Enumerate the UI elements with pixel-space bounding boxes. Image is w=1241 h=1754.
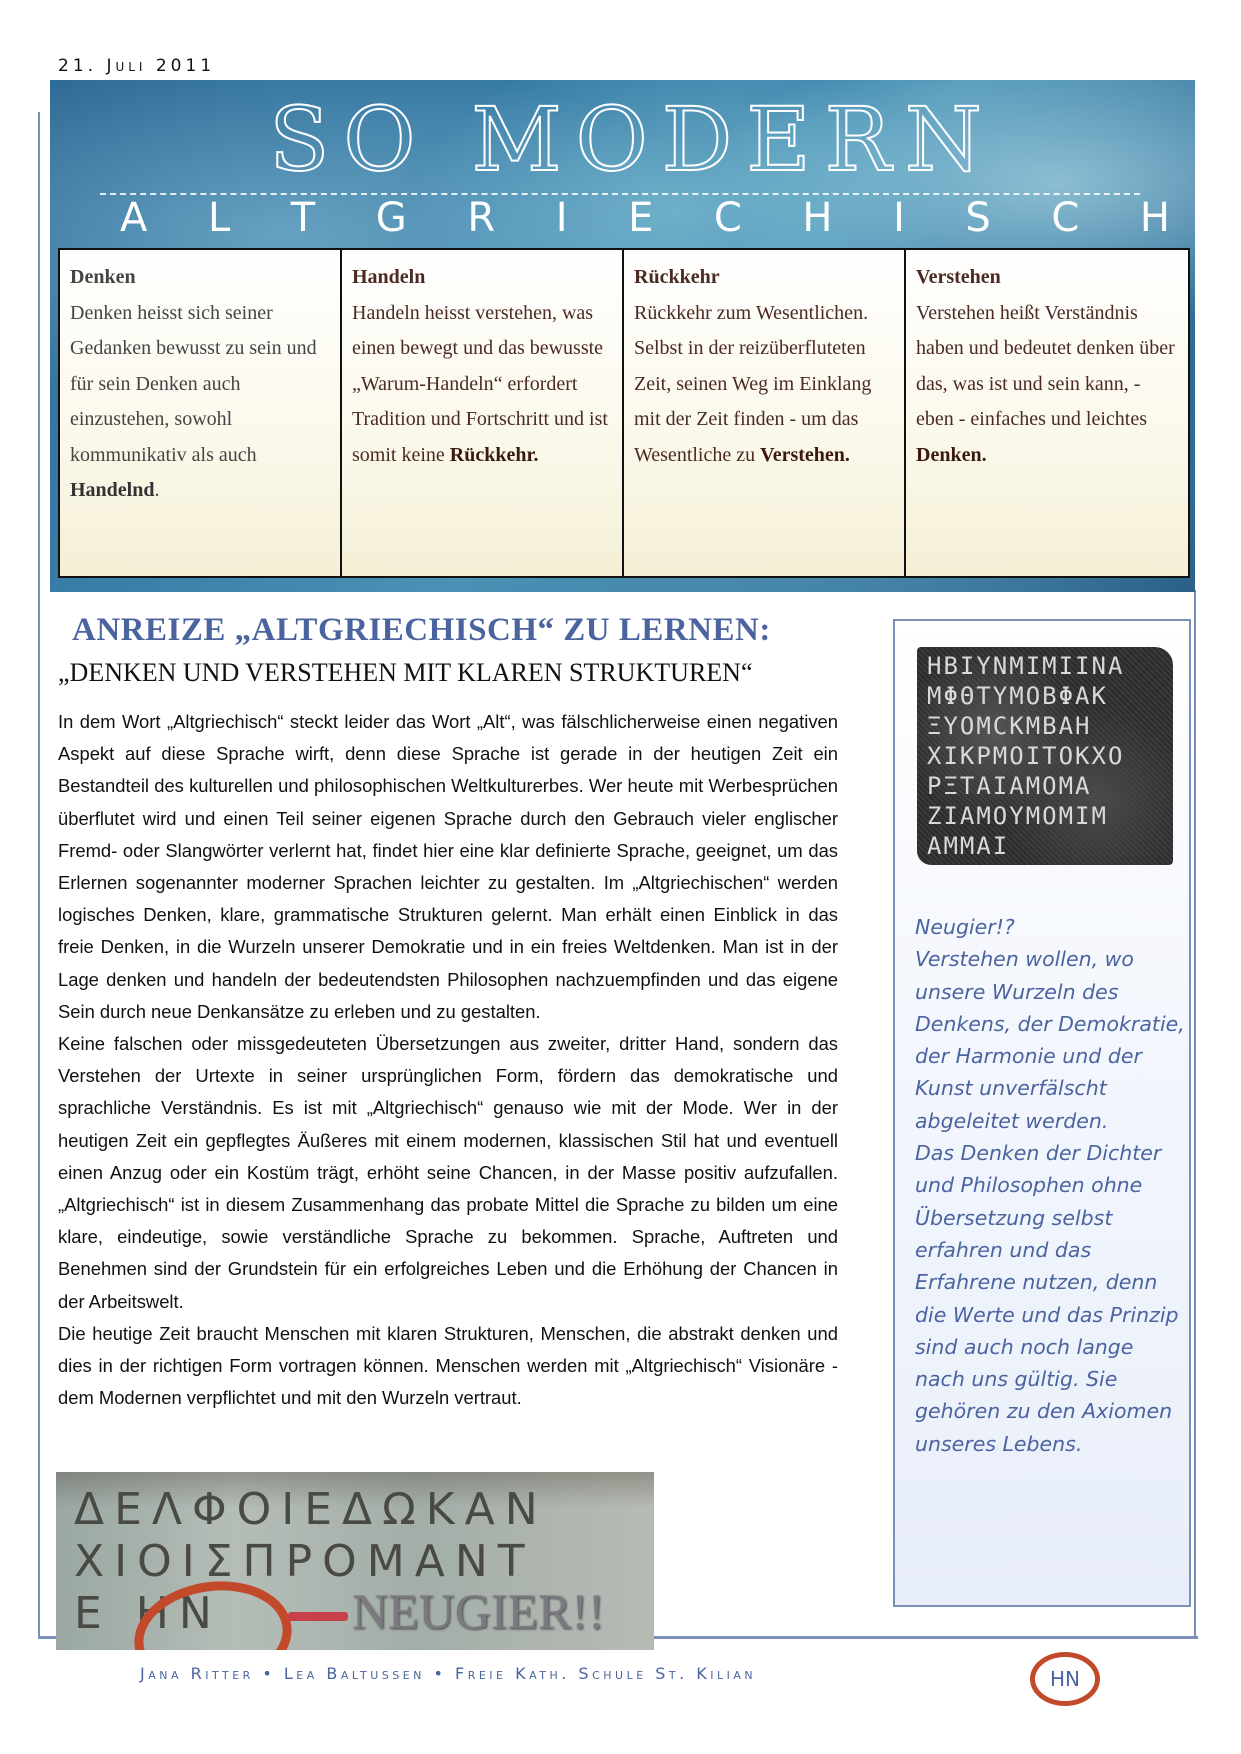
inscription-text: ΔΕΛΦΟΙΕΔΩΚΑΝ ΧΙΟΙΣΠΡΟΜΑΝΤ Ε ΗΝ [74, 1484, 548, 1639]
subtitle-letter: H [1139, 195, 1170, 241]
hn-logo [1030, 1652, 1100, 1706]
subtitle-letter: I [893, 195, 905, 241]
cell-bold-end: Handelnd [70, 479, 155, 501]
sidebar-title: Neugier!? [915, 915, 1015, 939]
sidebar-paragraph: Das Denken der Dichter und Philosophen ohne Übersetzung selbst erfahren und das Erfahrene nutzen, denn die Werte und das Prinzip sind auch noch lange nach uns gültig. Sie gehören zu den Axiomen unseres Lebens. [915, 1141, 1179, 1456]
sidebar-paragraph: Verstehen wollen, wo unsere Wurzeln des Denkens, der Demokratie, der Harmonie und der Kunst unverfälscht abgeleitet werden. [915, 947, 1185, 1133]
concepts-table [58, 248, 1190, 578]
cell-text: Handeln heisst verstehen, was einen bewegt und das bewusste „Warum-Handeln“ erfordert Tradition und Fortschritt und ist somit keine [352, 301, 608, 466]
sidebar-text [915, 911, 1185, 1460]
cell-text: Rückkehr zum Wesentlichen. Selbst in der reizüberfluteten Zeit, seinen Weg im Einklang mit der Zeit finden - um das Wesentliche zu [634, 301, 872, 466]
table-cell-handeln [342, 250, 624, 576]
neugier-callout: NEUGIER!! [352, 1583, 605, 1639]
cell-text: Denken heisst sich seiner Gedanken bewusst zu sein und für sein Denken auch einzustehen, sowohl kommunikativ als auch [70, 301, 317, 466]
cell-tail: . [154, 479, 160, 501]
subtitle-letter: L [207, 195, 231, 241]
article-paragraph: Die heutige Zeit braucht Menschen mit klaren Strukturen, Menschen, die abstrakt denken und dies in der richtigen Form vortragen können. Menschen werden mit „Altgriechisch“ Visionäre - dem Modernen verpflichtet und mit den Wurzeln vertraut. [58, 1322, 838, 1409]
article-subheading: „DENKEN UND VERSTEHEN MIT KLAREN STRUKTUREN“ [58, 658, 753, 687]
subtitle-letter: T [290, 195, 316, 241]
masthead-subtitle [120, 195, 1170, 241]
subtitle-letter: C [1051, 195, 1080, 241]
subtitle-letter: I [555, 195, 568, 241]
page-frame-right [1194, 590, 1196, 1637]
issue-date: 21. Juli 2011 [58, 56, 216, 76]
subtitle-letter: R [467, 195, 496, 241]
cell-heading: Rückkehr [634, 266, 720, 288]
sidebar-box [893, 619, 1191, 1607]
article-paragraph: Keine falschen oder missgedeuteten Übersetzungen aus zweiter, dritter Hand, sondern das Verstehen der Urtexte in seiner ursprünglichen Form, fördern das demokratische und sprachliche Verständnis. Es ist mit „Altgriechisch“ genauso wie mit der Mode. Wer in der heutigen Zeit ein gepflegtes Äußeres mit einem modernen, klassischen Stil hat und eventuell einen Anzug oder ein Kostüm trägt, erhöht seine Chancen, in der Masse positiv aufzufallen. „Altgriechisch“ ist in diesem Zusammenhang das probate Mittel die Sprache zu bilden um eine klare, eindeutige, sowie verständliche Sprache zu bekommen. Sprache, Auftreten und Benehmen sind der Grundstein für ein erfolgreiches Leben und die Erhöhung der Chancen in der Arbeitswelt. [58, 1033, 838, 1312]
header-banner [50, 80, 1195, 592]
subtitle-letter: E [628, 195, 654, 241]
table-cell-verstehen [906, 250, 1188, 576]
subtitle-letter: S [965, 195, 991, 241]
subtitle-letter: A [120, 195, 148, 241]
article-paragraph: In dem Wort „Altgriechisch“ steckt leider das Wort „Alt“, was fälschlicherweise einen negativen Aspekt auf diese Sprache wirft, denn diese Sprache ist gerade in der heutigen Zeit ein Bestandteil des kulturellen und philosophischen Weltkulturerbes. Wer heute mit Werbesprüchen überflutet wird und einen Teil seiner eigenen Sprache durch den Gebrauch vieler englischer Fremd- oder Slangwörter verlernt hat, findet hier eine klar definierte Sprache, geeignet, um das Erlernen sogenannter moderner Sprachen leichter zu gestalten. Im „Altgriechischen“ werden logisches Denken, klare, grammatische Strukturen gelernt. Man erhält einen Einblick in das freie Denken, in die Wurzeln unserer Demokratie und in ein freies Weltdenken. Man ist in der Lage denken und handeln der bedeutendsten Philosophen nachzuempfinden und das eigene Sein durch neue Denkansätze zu erleben und zu gestalten. [58, 711, 838, 1022]
table-cell-denken [60, 250, 342, 576]
cell-heading: Handeln [352, 266, 426, 288]
stone-inscription-image [917, 647, 1173, 865]
delphi-inscription-image [56, 1472, 654, 1650]
stone-inscription-text: ΗΒΙΥΝΜΙΜΙΙΝΑ ΜΦΘΤΥΜΟΒΦΑΚ ΞΥΟΜϹΚΜΒΑΗ ΧΙΚΡΜΟΙΤΟΚΧΟ ΡΞΤΑΙΑΜΟΜΑ ΖΙΑΜΟΥΜΟΜΙΜ ΑΜΜΑΙ [927, 652, 1125, 860]
subtitle-letter: G [375, 195, 407, 241]
article-heading: ANREIZE „ALTGRIECHISCH“ ZU LERNEN: [72, 612, 771, 648]
highlight-connector [288, 1612, 348, 1621]
masthead-title: SO MODERN [269, 88, 996, 191]
subtitle-letter: C [713, 195, 742, 241]
article-body [58, 706, 838, 1414]
table-cell-rueckkehr [624, 250, 906, 576]
logo-text: HN [1050, 1667, 1080, 1691]
cell-heading: Denken [70, 266, 136, 288]
subtitle-letter: H [802, 195, 833, 241]
cell-bold-end: Rückkehr. [449, 443, 539, 466]
cell-bold-end: Denken. [916, 443, 987, 466]
cell-text: Verstehen heißt Verständnis haben und bedeutet denken über das, was ist und sein kann, - eben - einfaches und leichtes [916, 301, 1175, 430]
cell-heading: Verstehen [916, 266, 1001, 288]
footer-credits: Jana Ritter • Lea Baltussen • Freie Kath. Schule St. Kilian [140, 1664, 757, 1683]
cell-bold-end: Verstehen. [760, 443, 850, 466]
